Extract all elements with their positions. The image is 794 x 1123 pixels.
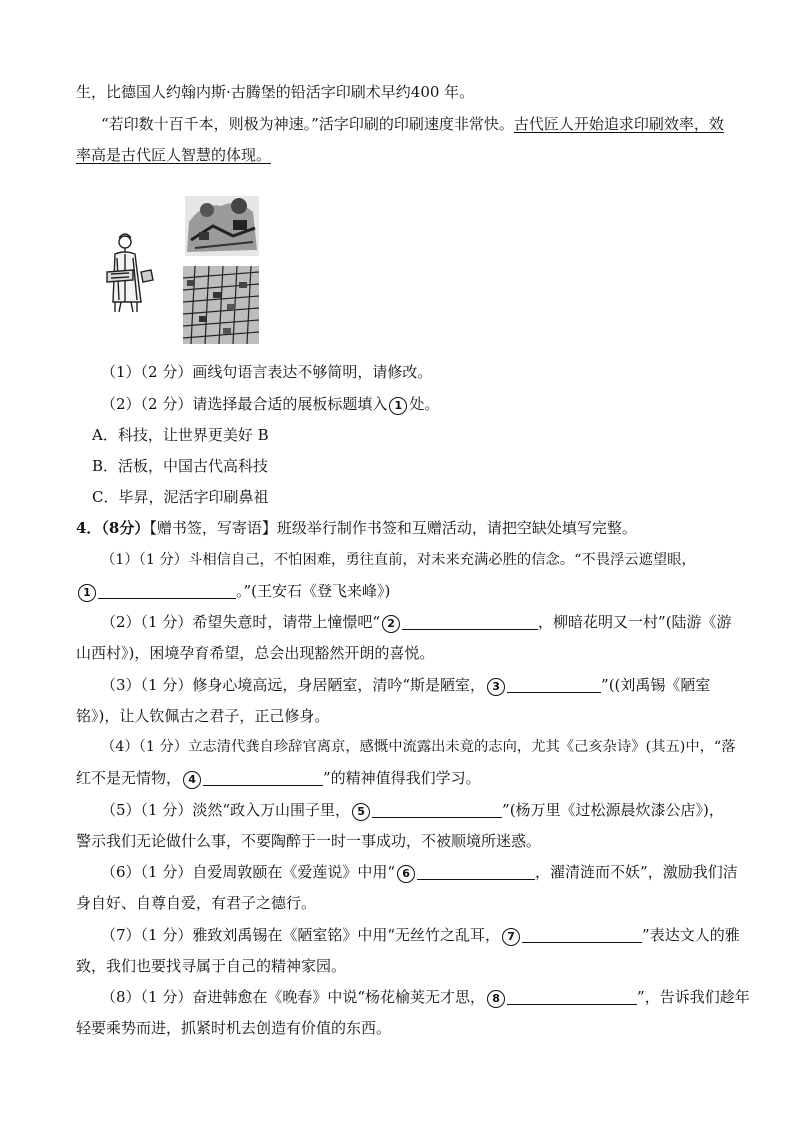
q3-option-c: C．毕昇，泥活字印刷鼻祖 (92, 488, 269, 506)
q4-item4-line2: 红不是无情物， 4 ”的精神值得我们学习。 (76, 769, 481, 787)
q4-item8-line2: 轻要乘势而进，抓紧时机去创造有价值的东西。 (76, 1019, 392, 1037)
answer-blank-1[interactable] (98, 582, 236, 599)
circled-number-1: 1 (389, 397, 407, 415)
q4-item1-line2: 1 。”(王安石《登飞来峰》) (76, 581, 720, 602)
answer-blank-5[interactable] (372, 801, 502, 818)
answer-blank-8[interactable] (507, 988, 637, 1005)
circled-number-5: 5 (352, 803, 370, 821)
q4-item3-line2: 铭》)，让人钦佩古之君子，正己修身。 (76, 707, 330, 725)
q4-item7-line2: 致，我们也要找寻属于自己的精神家园。 (76, 957, 347, 975)
circled-number-4: 4 (183, 771, 201, 789)
paragraph-tail-line (76, 82, 720, 102)
quote-paragraph-line-2 (76, 145, 720, 165)
answer-blank-4[interactable] (203, 769, 323, 786)
q4-title: 4．（8分）【赠书签，写寄语】班级举行制作书签和互赠活动，请把空缺处填写完整。 (76, 519, 637, 537)
q4-item4-line1: （4）（1 分）立志清代龚自珍辞官离京，感慨中流露出未竟的志向，尤其《己亥杂诗》(其五)中，“落 (101, 739, 736, 755)
q4-item6-line1: （6）（1 分）自爱周敦颐在《爱莲说》中用“ 6 ，濯清涟而不妖”，激励我们洁 (101, 863, 738, 881)
underlined-sentence: 古代匠人开始追求印刷效率，效 (513, 115, 724, 133)
circled-number-1: 1 (78, 584, 96, 602)
answer-blank-2[interactable] (402, 613, 538, 630)
quote-text: “若印数十百千本，则极为神速。”活字印刷的印刷速度非常快。 (101, 115, 514, 133)
question-number: 4．（8分） (76, 519, 150, 537)
circled-number-7: 7 (502, 928, 520, 946)
q3-sub1: （1）（2 分）画线句语言表达不够简明，请修改。 (101, 363, 433, 381)
q4-item8-line1: （8）（1 分）奋进韩愈在《晚春》中说“杨花榆荚无才思， 8 ”，告诉我们趁年 (101, 988, 750, 1006)
q4-item5-line1: （5）（1 分）淡然“政入万山围子里， 5 ”(杨万里《过松源晨炊漆公店》)， (101, 801, 724, 819)
circled-number-2: 2 (382, 615, 400, 633)
paragraph-text: 生，比德国人约翰内斯·古腾堡的铅活字印刷术早约400 年。 (76, 83, 475, 101)
answer-blank-6[interactable] (417, 863, 535, 880)
q4-item7-line1: （7）（1 分）雅致刘禹锡在《陋室铭》中用“无丝竹之乱耳， 7 ”表达文人的雅 (101, 926, 740, 944)
circled-number-6: 6 (397, 865, 415, 883)
q4-item3-line1: （3）（1 分）修身心境高远，身居陋室，清吟“斯是陋室， 3 ”((刘禹锡《陋室 (101, 676, 711, 694)
q4-item5-line2: 警示我们无论做什么事，不要陶醉于一时一事成功，不被顺境所迷惑。 (76, 832, 542, 850)
q3-option-a: A．科技，让世界更美好 B (92, 426, 269, 444)
q4-item1-line1: （1）（1 分）斗相信自己，不怕困难，勇往直前，对未来充满必胜的信念。“不畏浮云遮望眼， (101, 552, 696, 568)
underlined-sentence-end: 率高是古代匠人智慧的体现。 (76, 146, 272, 164)
circled-number-3: 3 (487, 678, 505, 696)
answer-blank-3[interactable] (507, 676, 601, 693)
q4-item2-line2: 山西村》)，困境孕育希望，总会出现豁然开朗的喜悦。 (76, 644, 435, 662)
circled-number-8: 8 (487, 990, 505, 1008)
q3-sub2: （2）（2 分）请选择最合适的展板标题填入 1 处。 (101, 395, 440, 413)
quote-paragraph-line-1 (101, 114, 724, 134)
woodcut-illustration-icon (103, 192, 263, 348)
q3-option-b: B．活板，中国古代高科技 (92, 457, 269, 475)
q4-item6-line2: 身自好、自尊自爱，有君子之德行。 (76, 894, 317, 912)
q4-item2-line1: （2）（1 分）希望失意时，请带上憧憬吧“ 2 ，柳暗花明又一村”(陆游《游 (101, 613, 732, 631)
answer-blank-7[interactable] (522, 926, 642, 943)
